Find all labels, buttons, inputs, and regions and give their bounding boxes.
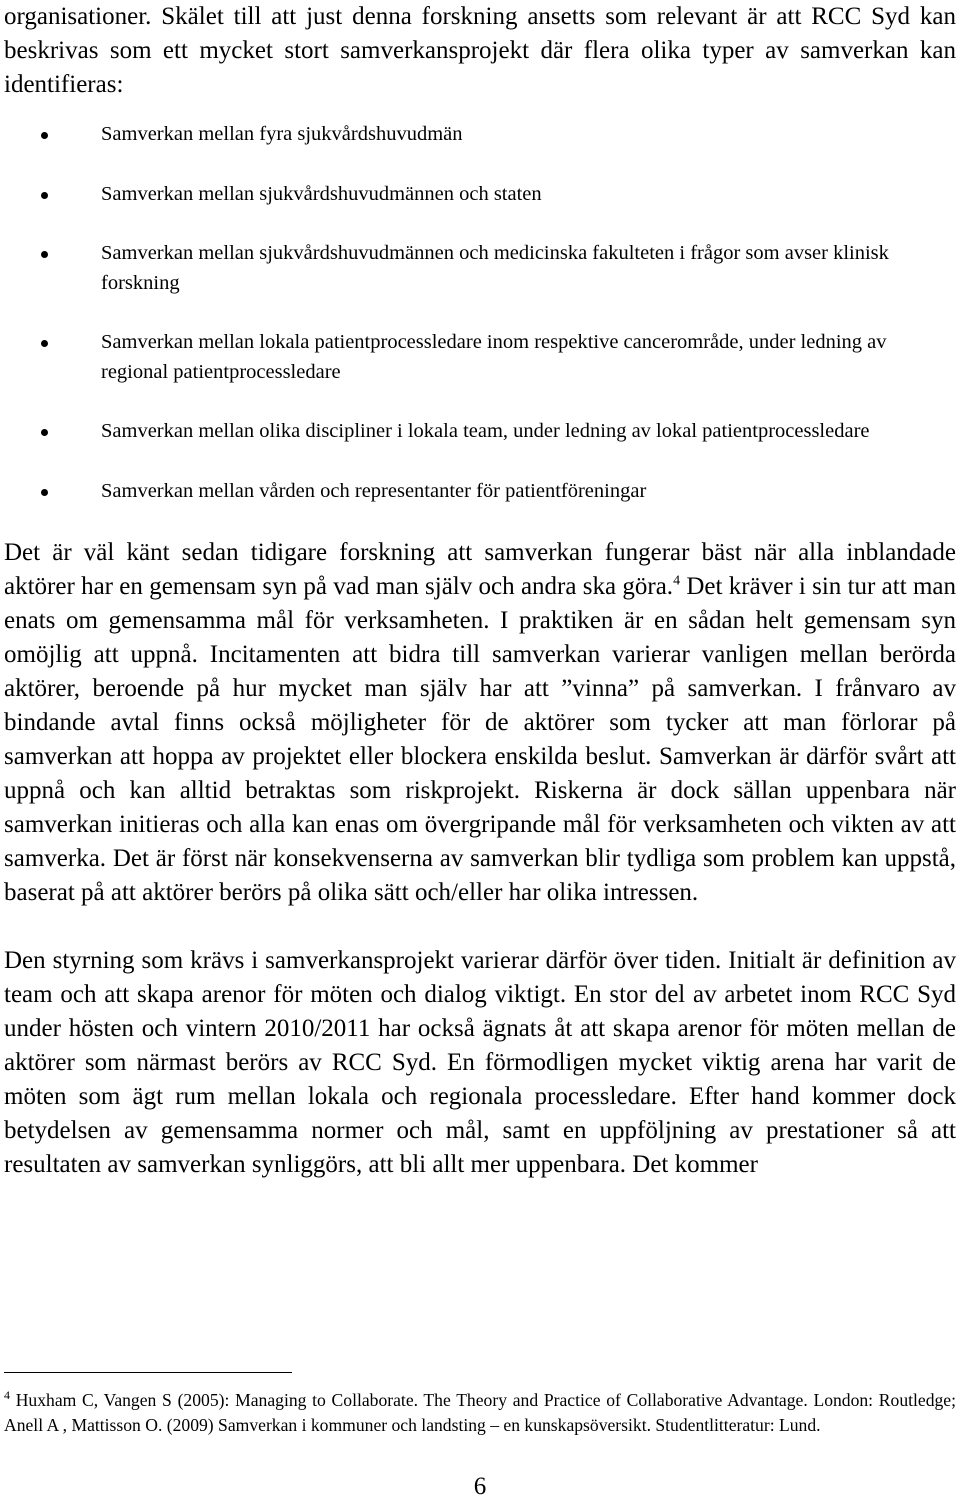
list-item-text: Samverkan mellan vården och representanter för patientföreningar <box>101 479 647 502</box>
page-number: 6 <box>473 1473 487 1500</box>
list-item-text: Samverkan mellan fyra sjukvårdshuvudmän <box>101 123 463 145</box>
list-item-text: Samverkan mellan olika discipliner i lokala team, under ledning av lokal patientprocessledare <box>101 420 870 442</box>
footnote-text: Huxham C, Vangen S (2005): Managing to Collaborate. The Theory and Practice of Collaborative Advantage. London: Routledge; Anell A , Mattisson O. (2009) Samverkan i kommuner och landsting – en kunskapsöversikt. Studentlitteratur: Lund. <box>4 1390 956 1435</box>
list-item <box>101 328 956 387</box>
list-item-text: Samverkan mellan lokala patientprocessledare inom respektive cancerområde, under ledning av regional patientprocessledare <box>101 331 887 383</box>
list-item <box>101 180 956 210</box>
list-item <box>101 239 956 298</box>
collaboration-types-list <box>4 120 956 506</box>
body-paragraph-2: Den styrning som krävs i samverkansprojekt varierar därför över tiden. Initialt är definition av team och att skapa arenor för möten och dialog viktigt. En stor del av arbetet inom RCC Syd under hösten och vintern 2010/2011 har också ägnats åt att skapa arenor för möten mellan de aktörer som närmast berörs av RCC Syd. En förmodligen mycket viktig arena har varit de möten som ägt rum mellan lokala och regionala processledare. Efter hand kommer dock betydelsen av gemensamma normer och mål, samt en uppföljning av prestationer så att resultaten av samverkan synliggörs, att bli allt mer uppenbara. Det kommer <box>4 947 956 1178</box>
list-item <box>101 417 956 447</box>
list-item-text: Samverkan mellan sjukvårdshuvudmännen och staten <box>101 182 542 205</box>
footnote-reference[interactable]: 4 <box>673 573 681 589</box>
document-page <box>4 0 956 1505</box>
bullet-icon <box>41 429 48 436</box>
bullet-icon <box>41 489 48 496</box>
footnote-divider <box>4 1372 292 1373</box>
bullet-icon <box>41 251 48 258</box>
list-item <box>101 120 956 150</box>
intro-paragraph: organisationer. Skälet till att just denna forskning ansetts som relevant är att RCC Syd kan beskrivas som ett mycket stort samverkansprojekt där flera olika typer av samverkan kan identifieras: <box>4 3 956 98</box>
bullet-icon <box>41 192 48 199</box>
body-paragraph-1 <box>4 536 956 910</box>
bullet-icon <box>41 132 48 139</box>
list-item-text: Samverkan mellan sjukvårdshuvudmännen och medicinska fakulteten i frågor som avser klinisk forskning <box>101 242 889 294</box>
list-item <box>101 477 956 507</box>
paragraph-text-continued: Det kräver i sin tur att man enats om gemensamma mål för verksamheten. I praktiken är en sådan helt gemensam syn omöjlig att uppnå. Incitamenten att bidra till samverkan varierar vanligen mellan berörda aktörer, beroende på hur mycket man själv har att ”vinna” på samverkan. I frånvaro av bindande avtal finns också möjligheter för de aktörer som tycker att man förlorar på samverkan att hoppa av projektet eller blockera enskilda beslut. Samverkan är därför svårt att uppnå och kan alltid betraktas som riskprojekt. Riskerna är dock sällan uppenbara när samverkan initieras och alla kan enas om övergripande mål för verksamheten och vikten av att samverka. Det är först när konsekvenserna av samverkan blir tydliga som problem kan uppstå, baserat på att aktörer berörs på olika sätt och/eller har olika intressen. <box>4 573 956 906</box>
footnote <box>4 1388 956 1438</box>
bullet-icon <box>41 340 48 347</box>
paragraph-text: Det är väl känt sedan tidigare forskning att samverkan fungerar bäst när alla inblandade aktörer har en gemensam syn på vad man själv och andra ska göra. <box>4 539 956 600</box>
footnote-number: 4 <box>4 1388 10 1403</box>
